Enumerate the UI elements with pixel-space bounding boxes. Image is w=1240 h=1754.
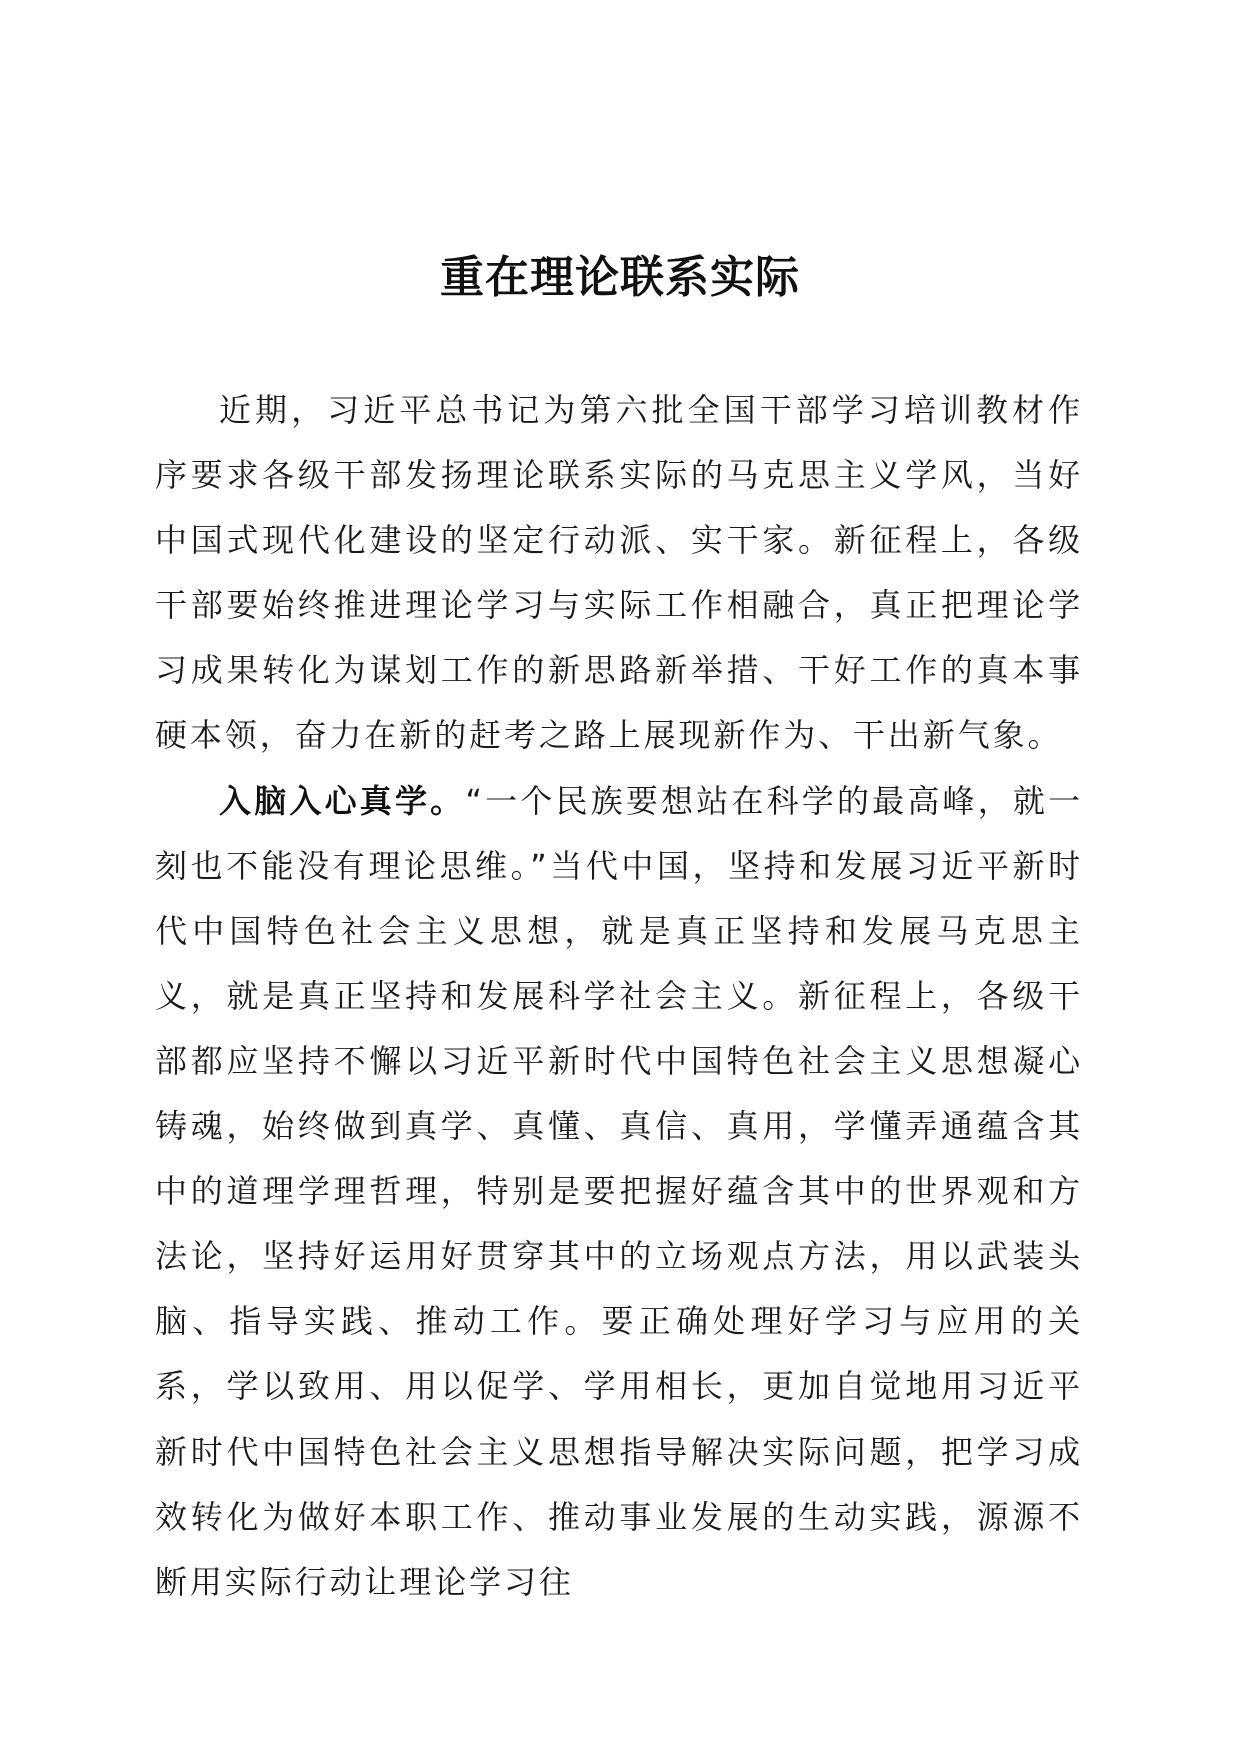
document-body	[155, 378, 1083, 1615]
paragraph-study	[155, 769, 1083, 1615]
paragraph-study-text: “一个民族要想站在科学的最高峰，就一刻也不能没有理论思维。”当代中国，坚持和发展习近平新时代中国特色社会主义思想，就是真正坚持和发展马克思主义，就是真正坚持和发展科学社会主义。新征程上，各级干部都应坚持不懈以习近平新时代中国特色社会主义思想凝心铸魂，始终做到真学、真懂、真信、真用，学懂弄通蕴含其中的道理学理哲理，特别是要把握好蕴含其中的世界观和方法论，坚持好运用好贯穿其中的立场观点方法，用以武装头脑、指导实践、推动工作。要正确处理好学习与应用的关系，学以致用、用以促学、学用相长，更加自觉地用习近平新时代中国特色社会主义思想指导解决实际问题，把学习成效转化为做好本职工作、推动事业发展的生动实践，源源不断用实际行动让理论学习往	[155, 781, 1083, 1601]
paragraph-study-lead: 入脑入心真学。	[219, 781, 466, 820]
paragraph-intro-text: 近期，习近平总书记为第六批全国干部学习培训教材作序要求各级干部发扬理论联系实际的马克思主义学风，当好中国式现代化建设的坚定行动派、实干家。新征程上，各级干部要始终推进理论学习与实际工作相融合，真正把理论学习成果转化为谋划工作的新思路新举措、干好工作的真本事硬本领，奋力在新的赶考之路上展现新作为、干出新气象。	[155, 391, 1083, 755]
paragraph-intro	[155, 378, 1083, 769]
document-title: 重在理论联系实际	[440, 252, 800, 303]
